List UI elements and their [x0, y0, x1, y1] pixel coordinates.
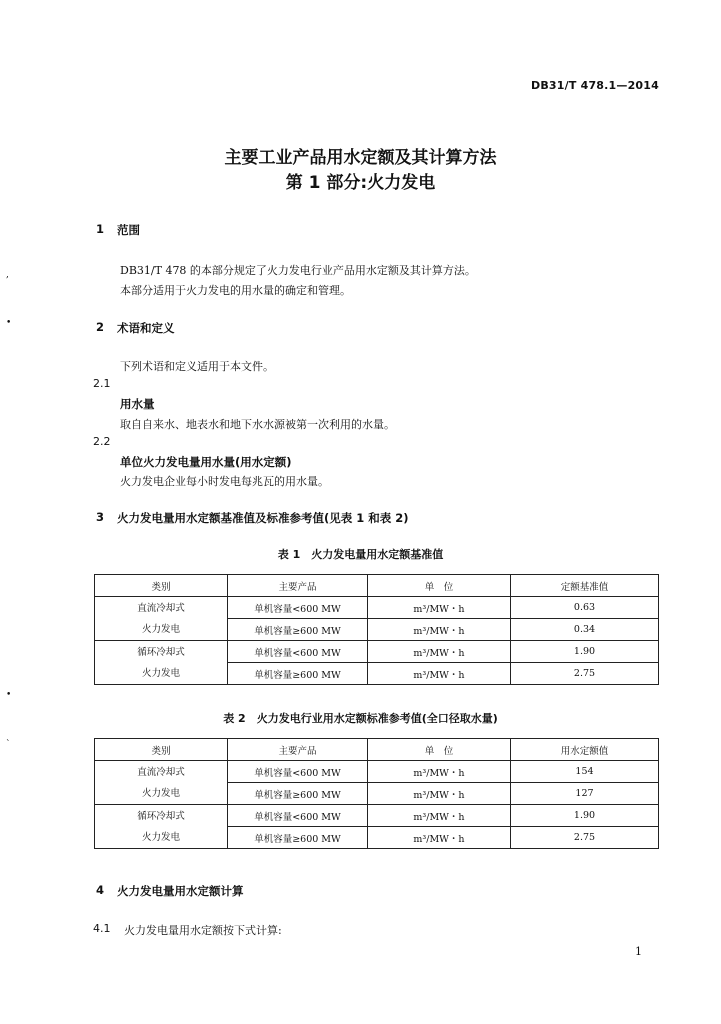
term-2-2-name: 单位火力发电量用水量(用水定额)	[120, 455, 292, 469]
table-1-header-row	[95, 575, 659, 597]
table-1-header-value: 定额基准值	[511, 575, 659, 597]
scan-mark: •	[6, 690, 12, 700]
product-cell: 单机容量≥600 MW	[228, 619, 368, 641]
category-line-1: 循环冷却式	[137, 646, 185, 658]
section-2-number: 2	[96, 320, 105, 334]
table-1	[94, 574, 659, 685]
table-2-header-category: 类别	[95, 739, 228, 761]
term-2-1-definition: 取自自来水、地表水和地下水水源被第一次利用的水量。	[120, 418, 395, 431]
unit-cell: m³/MW・h	[368, 641, 511, 663]
section-4-number: 4	[96, 883, 105, 897]
section-2-heading: 术语和定义	[117, 321, 175, 335]
product-cell: 单机容量<600 MW	[228, 597, 368, 619]
table-1-header-unit: 单 位	[368, 575, 511, 597]
section-3-number: 3	[96, 510, 105, 524]
term-2-1-name: 用水量	[120, 397, 155, 411]
value-cell: 154	[511, 761, 659, 783]
table-2-caption: 表 2 火力发电行业用水定额标准参考值(全口径取水量)	[223, 712, 498, 725]
table-row	[95, 641, 659, 663]
category-line-2: 火力发电	[141, 623, 180, 635]
value-cell: 0.63	[511, 597, 659, 619]
table-1-header-category: 类别	[95, 575, 228, 597]
section-3-heading: 火力发电量用水定额基准值及标准参考值(见表 1 和表 2)	[117, 511, 409, 525]
category-line-1: 直流冷却式	[137, 602, 185, 614]
product-cell: 单机容量≥600 MW	[228, 663, 368, 685]
product-cell: 单机容量≥600 MW	[228, 783, 368, 805]
value-cell: 1.90	[511, 641, 659, 663]
category-line-1: 直流冷却式	[137, 766, 185, 778]
section-1-para-2: 本部分适用于火力发电的用水量的确定和管理。	[120, 284, 351, 297]
table-row	[95, 761, 659, 783]
table-2-category-circulating	[95, 805, 228, 849]
value-cell: 127	[511, 783, 659, 805]
table-2-header-product: 主要产品	[228, 739, 368, 761]
value-cell: 2.75	[511, 827, 659, 849]
table-1-category-direct	[95, 597, 228, 641]
unit-cell: m³/MW・h	[368, 761, 511, 783]
table-2-header-value: 用水定额值	[511, 739, 659, 761]
table-1-category-circulating	[95, 641, 228, 685]
unit-cell: m³/MW・h	[368, 805, 511, 827]
scan-mark: ,	[6, 270, 9, 280]
section-2-intro: 下列术语和定义适用于本文件。	[120, 360, 274, 373]
category-line-2: 火力发电	[141, 831, 180, 843]
scan-mark: •	[6, 318, 12, 328]
unit-cell: m³/MW・h	[368, 663, 511, 685]
table-row	[95, 805, 659, 827]
document-title: 主要工业产品用水定额及其计算方法	[224, 148, 497, 168]
table-1-caption: 表 1 火力发电量用水定额基准值	[277, 548, 444, 561]
term-2-2-definition: 火力发电企业每小时发电每兆瓦的用水量。	[120, 475, 329, 488]
scan-mark: `	[6, 740, 11, 750]
category-line-2: 火力发电	[141, 787, 180, 799]
table-2-category-direct	[95, 761, 228, 805]
product-cell: 单机容量≥600 MW	[228, 827, 368, 849]
unit-cell: m³/MW・h	[368, 619, 511, 641]
unit-cell: m³/MW・h	[368, 827, 511, 849]
term-2-2-number: 2.2	[93, 435, 111, 448]
category-line-2: 火力发电	[141, 667, 180, 679]
section-1-number: 1	[96, 222, 105, 236]
unit-cell: m³/MW・h	[368, 597, 511, 619]
value-cell: 0.34	[511, 619, 659, 641]
value-cell: 1.90	[511, 805, 659, 827]
unit-cell: m³/MW・h	[368, 783, 511, 805]
table-2-header-unit: 单 位	[368, 739, 511, 761]
section-4-heading: 火力发电量用水定额计算	[117, 884, 244, 898]
term-2-1-number: 2.1	[93, 377, 111, 390]
product-cell: 单机容量<600 MW	[228, 805, 368, 827]
product-cell: 单机容量<600 MW	[228, 761, 368, 783]
section-4-1-number: 4.1	[93, 922, 111, 935]
product-cell: 单机容量<600 MW	[228, 641, 368, 663]
category-line-1: 循环冷却式	[137, 810, 185, 822]
section-1-para-1: DB31/T 478 的本部分规定了火力发电行业产品用水定额及其计算方法。	[120, 264, 476, 277]
document-subtitle: 第 1 部分:火力发电	[285, 173, 436, 193]
table-2-header-row	[95, 739, 659, 761]
page-number: 1	[635, 945, 642, 958]
standard-code: DB31/T 478.1—2014	[531, 79, 659, 92]
table-2	[94, 738, 659, 849]
section-4-1-text: 火力发电量用水定额按下式计算:	[124, 924, 282, 937]
table-row	[95, 597, 659, 619]
value-cell: 2.75	[511, 663, 659, 685]
table-1-header-product: 主要产品	[228, 575, 368, 597]
section-1-heading: 范围	[117, 223, 140, 237]
